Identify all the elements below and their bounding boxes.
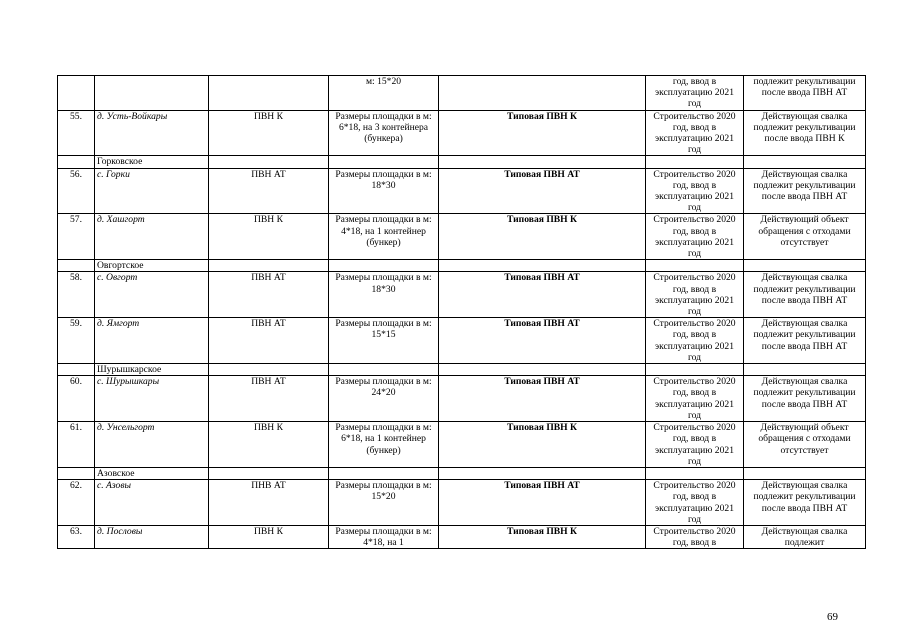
cell-type: ПВН К xyxy=(209,422,329,468)
cell-num: 55. xyxy=(58,110,95,156)
cell-note: Действующий объект обращения с отходами отсутствует xyxy=(744,214,866,260)
cell-project: Типовая ПВН К xyxy=(439,110,646,156)
cell-build: Строительство 2020 год, ввод в эксплуатацию 2021 год xyxy=(646,318,744,364)
cell-note: Действующая свалка подлежит рекультивации после ввода ПВН АТ xyxy=(744,318,866,364)
table-row xyxy=(58,214,866,260)
cell-note: Действующий объект обращения с отходами отсутствует xyxy=(744,422,866,468)
table-body xyxy=(58,76,866,549)
cell-num: 59. xyxy=(58,318,95,364)
cell-project: Типовая ПВН К xyxy=(439,422,646,468)
cell-project: Типовая ПВН АТ xyxy=(439,272,646,318)
cell-size: Размеры площадки в м: 18*30 xyxy=(329,168,439,214)
cell-name: с. Шурышкары xyxy=(95,376,209,422)
cell-name: с. Горки xyxy=(95,168,209,214)
cell-size: Размеры площадки в м: 6*18, на 3 контейнера (бункера) xyxy=(329,110,439,156)
cell-name: д. Пословы xyxy=(95,525,209,548)
cell-type: ПВН АТ xyxy=(209,318,329,364)
cell-num: 61. xyxy=(58,422,95,468)
group-header-row xyxy=(58,467,866,479)
cell-size: Размеры площадки в м: 4*18, на 1 контейнер (бункер) xyxy=(329,214,439,260)
cell-type: ПВН К xyxy=(209,214,329,260)
group-empty-cell xyxy=(329,467,439,479)
cell-name: с. Азовы xyxy=(95,480,209,526)
cell-project: Типовая ПВН К xyxy=(439,214,646,260)
cell-project xyxy=(439,76,646,111)
table-row xyxy=(58,110,866,156)
group-empty-cell xyxy=(58,156,95,168)
group-label: Горковское xyxy=(95,156,209,168)
cell-project: Типовая ПВН АТ xyxy=(439,480,646,526)
group-empty-cell xyxy=(58,364,95,376)
cell-type: ПВН АТ xyxy=(209,272,329,318)
group-empty-cell xyxy=(209,467,329,479)
group-empty-cell xyxy=(439,467,646,479)
cell-build: Строительство 2020 год, ввод в эксплуатацию 2021 год xyxy=(646,110,744,156)
cell-build: Строительство 2020 год, ввод в xyxy=(646,525,744,548)
cell-num: 56. xyxy=(58,168,95,214)
table-row xyxy=(58,272,866,318)
group-empty-cell xyxy=(58,260,95,272)
group-empty-cell xyxy=(744,364,866,376)
cell-size: Размеры площадки в м: 24*20 xyxy=(329,376,439,422)
cell-size: Размеры площадки в м: 4*18, на 1 xyxy=(329,525,439,548)
table-row-truncated xyxy=(58,525,866,548)
cell-num: 60. xyxy=(58,376,95,422)
cell-type: ПВН АТ xyxy=(209,168,329,214)
cell-name: д. Хашгорт xyxy=(95,214,209,260)
cell-type: ПВН К xyxy=(209,110,329,156)
group-empty-cell xyxy=(209,260,329,272)
cell-name: д. Усть-Войкары xyxy=(95,110,209,156)
cell-build: Строительство 2020 год, ввод в эксплуатацию 2021 год xyxy=(646,480,744,526)
cell-note: Действующая свалка подлежит рекультивации после ввода ПВН К xyxy=(744,110,866,156)
cell-build: Строительство 2020 год, ввод в эксплуатацию 2021 год xyxy=(646,214,744,260)
group-empty-cell xyxy=(439,156,646,168)
cell-num: 58. xyxy=(58,272,95,318)
waste-facilities-table xyxy=(57,75,866,549)
table-row xyxy=(58,480,866,526)
cell-name: с. Овгорт xyxy=(95,272,209,318)
table-row xyxy=(58,376,866,422)
group-empty-cell xyxy=(744,260,866,272)
table-row-continued xyxy=(58,76,866,111)
group-empty-cell xyxy=(329,364,439,376)
cell-project: Типовая ПВН К xyxy=(439,525,646,548)
group-empty-cell xyxy=(439,260,646,272)
group-empty-cell xyxy=(329,156,439,168)
cell-size: Размеры площадки в м: 6*18, на 1 контейнер (бункер) xyxy=(329,422,439,468)
cell-note: Действующая свалка подлежит рекультивации после ввода ПВН АТ xyxy=(744,376,866,422)
cell-type: ПНВ АТ xyxy=(209,480,329,526)
group-label: Азовское xyxy=(95,467,209,479)
group-empty-cell xyxy=(744,156,866,168)
cell-note: Действующая свалка подлежит рекультивации после ввода ПВН АТ xyxy=(744,168,866,214)
cell-type xyxy=(209,76,329,111)
group-empty-cell xyxy=(646,156,744,168)
group-empty-cell xyxy=(646,260,744,272)
page-number: 69 xyxy=(827,611,838,623)
cell-size: Размеры площадки в м: 15*15 xyxy=(329,318,439,364)
group-header-row xyxy=(58,364,866,376)
cell-build: Строительство 2020 год, ввод в эксплуатацию 2021 год xyxy=(646,422,744,468)
cell-size: Размеры площадки в м: 15*20 xyxy=(329,480,439,526)
cell-build: Строительство 2020 год, ввод в эксплуатацию 2021 год xyxy=(646,376,744,422)
cell-project: Типовая ПВН АТ xyxy=(439,318,646,364)
table-row xyxy=(58,318,866,364)
table-row xyxy=(58,168,866,214)
cell-size: м: 15*20 xyxy=(329,76,439,111)
cell-name: д. Унсельгорт xyxy=(95,422,209,468)
cell-num: 57. xyxy=(58,214,95,260)
group-empty-cell xyxy=(329,260,439,272)
cell-type: ПВН АТ xyxy=(209,376,329,422)
cell-num: 62. xyxy=(58,480,95,526)
cell-build: Строительство 2020 год, ввод в эксплуатацию 2021 год xyxy=(646,272,744,318)
cell-note: Действующая свалка подлежит рекультивации после ввода ПВН АТ xyxy=(744,272,866,318)
group-label: Шурышкарское xyxy=(95,364,209,376)
group-empty-cell xyxy=(646,467,744,479)
group-header-row xyxy=(58,156,866,168)
group-empty-cell xyxy=(646,364,744,376)
group-header-row xyxy=(58,260,866,272)
cell-type: ПВН К xyxy=(209,525,329,548)
cell-project: Типовая ПВН АТ xyxy=(439,168,646,214)
cell-name xyxy=(95,76,209,111)
table-row xyxy=(58,422,866,468)
group-empty-cell xyxy=(744,467,866,479)
group-empty-cell xyxy=(439,364,646,376)
cell-num xyxy=(58,76,95,111)
group-empty-cell xyxy=(209,156,329,168)
cell-note: подлежит рекультивации после ввода ПВН АТ xyxy=(744,76,866,111)
cell-build: Строительство 2020 год, ввод в эксплуатацию 2021 год xyxy=(646,168,744,214)
cell-note: Действующая свалка подлежит xyxy=(744,525,866,548)
cell-name: д. Ямгорт xyxy=(95,318,209,364)
group-label: Овгортское xyxy=(95,260,209,272)
cell-size: Размеры площадки в м: 18*30 xyxy=(329,272,439,318)
cell-num: 63. xyxy=(58,525,95,548)
cell-project: Типовая ПВН АТ xyxy=(439,376,646,422)
group-empty-cell xyxy=(58,467,95,479)
group-empty-cell xyxy=(209,364,329,376)
cell-build: год, ввод в эксплуатацию 2021 год xyxy=(646,76,744,111)
cell-note: Действующая свалка подлежит рекультивации после ввода ПВН АТ xyxy=(744,480,866,526)
